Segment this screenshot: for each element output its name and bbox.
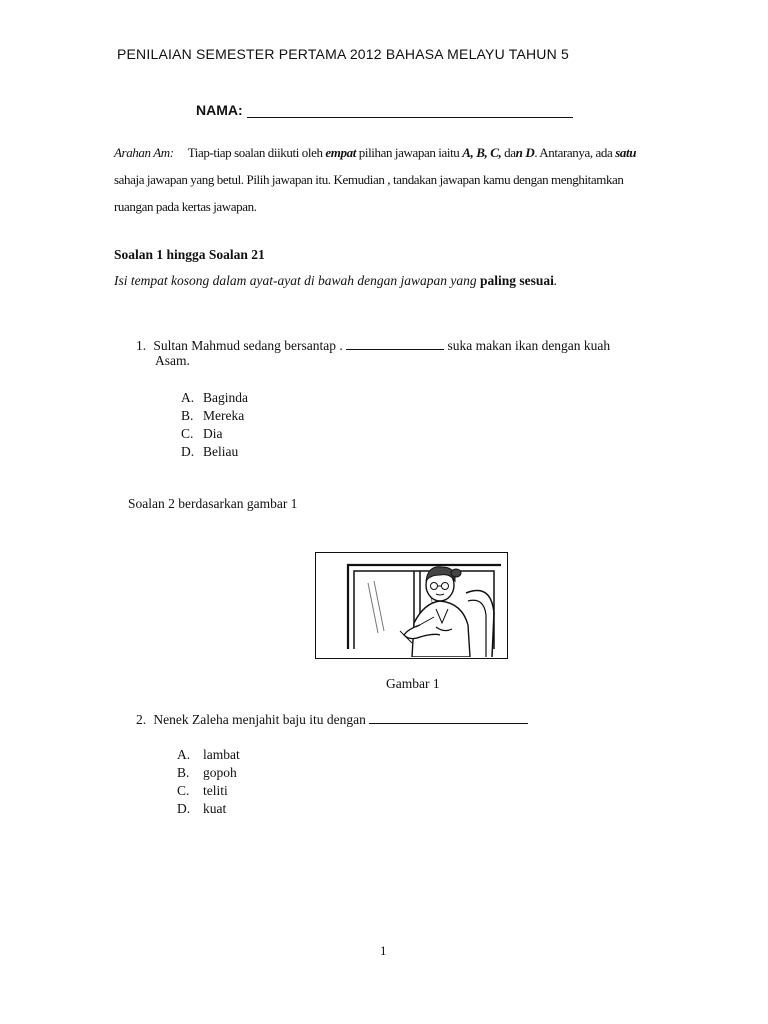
option xyxy=(181,389,248,407)
section-instruction xyxy=(114,273,557,289)
option-text: teliti xyxy=(203,783,228,798)
option-text: kuat xyxy=(203,801,227,816)
question-2-number: 2. xyxy=(136,712,147,727)
instructions-text-1: Tiap-tiap soalan diikuti oleh xyxy=(187,145,326,160)
option-letter: A. xyxy=(177,747,191,762)
question-2 xyxy=(136,710,528,728)
option-letter: B. xyxy=(177,765,190,780)
option xyxy=(177,782,240,800)
general-instructions xyxy=(114,139,659,220)
section-title: Soalan 1 hingga Soalan 21 xyxy=(114,247,265,262)
instructions-text-3: da xyxy=(501,145,516,160)
option-letter: B. xyxy=(181,408,194,423)
instructions-text-4: . Antaranya, ada xyxy=(534,145,616,160)
option xyxy=(177,746,240,764)
section-instruction-prefix: Isi tempat kosong dalam ayat-ayat di bawah dengan jawapan yang xyxy=(114,273,480,288)
option-text: lambat xyxy=(203,747,240,762)
option-letter: C. xyxy=(181,426,194,441)
instructions-letters: A, B, C, xyxy=(462,145,502,160)
question-1-text-after: suka makan ikan dengan kuah xyxy=(444,338,611,353)
section-instruction-bold: paling sesuai xyxy=(479,273,554,288)
question-1-number: 1. xyxy=(136,338,147,353)
instructions-text-2: pilihan jawapan iaitu xyxy=(355,145,463,160)
name-field xyxy=(196,102,573,118)
option-letter: D. xyxy=(181,444,195,459)
question-2-options xyxy=(177,746,240,818)
question-1-text-before: Sultan Mahmud sedang bersantap . xyxy=(153,338,347,353)
question-2-blank xyxy=(369,710,528,724)
question-1-options xyxy=(181,389,248,461)
question-2-text: Nenek Zaleha menjahit baju itu dengan xyxy=(153,712,370,727)
option-text: gopoh xyxy=(203,765,237,780)
instructions-satu: satu xyxy=(615,145,637,160)
option xyxy=(177,764,240,782)
instructions-label: Arahan Am: xyxy=(114,145,174,160)
instructions-text-5: sahaja jawapan yang betul. Pilih jawapan itu. Kemudian , tandakan jawapan kamu dengan menghitamkan ruangan pada kertas jawapan. xyxy=(114,172,624,214)
question-2-intro: Soalan 2 berdasarkan gambar 1 xyxy=(128,496,298,511)
option-letter: D. xyxy=(177,801,191,816)
option-text: Mereka xyxy=(203,408,245,423)
figure-caption: Gambar 1 xyxy=(386,676,440,691)
option-text: Beliau xyxy=(203,444,239,459)
question-1 xyxy=(136,336,610,354)
option-letter: C. xyxy=(177,783,190,798)
grandmother-sewing-illustration xyxy=(316,553,506,657)
page-header: PENILAIAN SEMESTER PERTAMA 2012 BAHASA MELAYU TAHUN 5 xyxy=(116,46,569,62)
option xyxy=(181,407,248,425)
figure-grandmother-sewing xyxy=(315,552,508,659)
option-text: Baginda xyxy=(203,390,248,405)
name-label: NAMA: xyxy=(196,102,243,118)
option xyxy=(181,425,248,443)
question-1-blank xyxy=(346,336,444,350)
option xyxy=(181,443,248,461)
question-1-line-2: Asam. xyxy=(155,353,190,368)
name-blank-line xyxy=(247,103,573,118)
option-letter: A. xyxy=(181,390,195,405)
section-instruction-suffix: . xyxy=(553,273,558,288)
page-number: 1 xyxy=(380,943,387,958)
option-text: Dia xyxy=(203,426,223,441)
instructions-n-d: n D xyxy=(515,145,535,160)
instructions-empat: empat xyxy=(325,145,356,160)
option xyxy=(177,800,240,818)
